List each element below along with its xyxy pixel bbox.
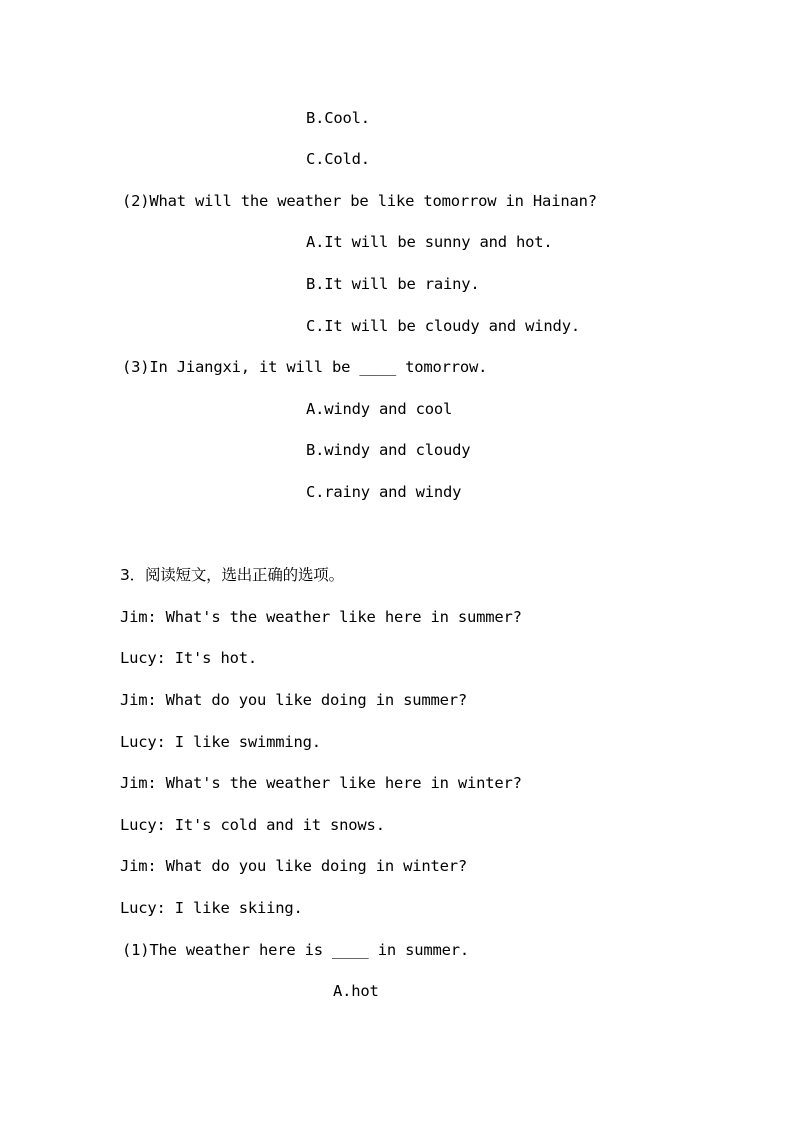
q1-option-c: C.Cold. (306, 150, 370, 168)
q2-option-c: C.It will be cloudy and windy. (306, 317, 580, 335)
dialogue-line-1: Jim: What's the weather like here in summer? (120, 608, 522, 626)
q1-option-b: B.Cool. (306, 109, 370, 127)
section3-question-1: (1)The weather here is ____ in summer. (122, 941, 470, 959)
question-3: (3)In Jiangxi, it will be ____ tomorrow. (122, 358, 488, 376)
q2-option-b: B.It will be rainy. (306, 275, 480, 293)
q2-option-a: A.It will be sunny and hot. (306, 233, 553, 251)
dialogue-line-3: Jim: What do you like doing in summer? (120, 691, 468, 709)
dialogue-line-8: Lucy: I like skiing. (120, 899, 303, 917)
dialogue-line-6: Lucy: It's cold and it snows. (120, 816, 385, 834)
dialogue-line-4: Lucy: I like swimming. (120, 733, 321, 751)
dialogue-line-7: Jim: What do you like doing in winter? (120, 857, 468, 875)
dialogue-line-5: Jim: What's the weather like here in winter? (120, 774, 522, 792)
dialogue-line-2: Lucy: It's hot. (120, 649, 257, 667)
section-3-heading: 3．阅读短文，选出正确的选项。 (120, 566, 344, 584)
question-2: (2)What will the weather be like tomorrow in Hainan? (122, 192, 597, 210)
q3-option-c: C.rainy and windy (306, 483, 462, 501)
q3-option-a: A.windy and cool (306, 400, 453, 418)
q3-option-b: B.windy and cloudy (306, 441, 471, 459)
section3-q1-option-a: A.hot (333, 982, 379, 1000)
